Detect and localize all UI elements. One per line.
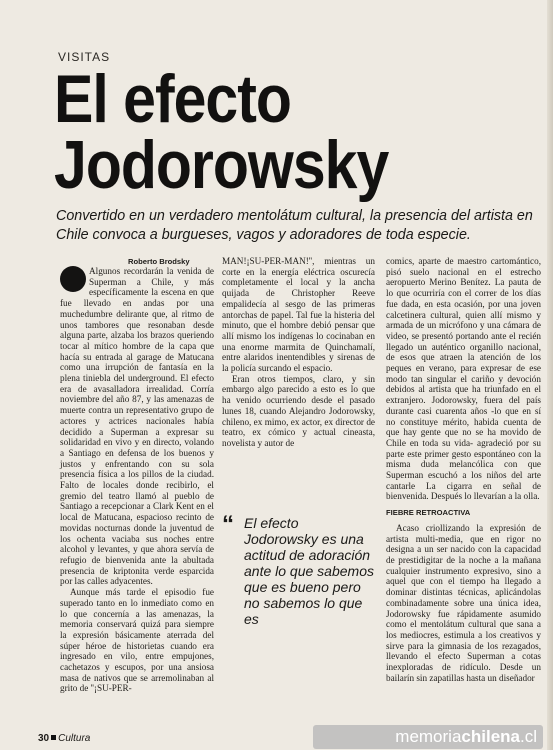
- paragraph-text: Algunos recordarán la venida de Superman a Chile, y más específicamente la escena en que fue llevado en andas por una muchedumbre delirante que, al ritmo de unos tambores que resonaban desde alguna parte, alzaba los brazos queriendo tocar al mítico hombre de la capa que hacía su entrada al garage de Matucana como una irrupción de fantasía en la plena tiniebla del underground. El efecto era de avasalladora irrealidad. Corría noviembre del año 87, y las amenazas de muerte contra un representativo grupo de actores y actrices nacionales había decidido a Superman a expresar su solidaridad en vivo y en directo, volando a Santiago en defensa de los buenos y justos y enfrentando con su sola presencia física a los pillos de la ciudad. Falto de locales donde recibirlo, el gremio del teatro llamó al pueblo de Santiago a recepcionar a Clark Kent en el local de Matucana, espacioso recinto de movidas nocturnas donde la juventud de los ochenta vaciaba sus noches entre alcohol y levantes, y que ahora servía de refugio de bienvenida ante la abultada presencia de kriptonita verde esparcida por las calles adyacentes.: [60, 266, 214, 587]
- headline-line-1: El efecto: [54, 61, 291, 137]
- quote-mark-icon: “: [222, 511, 234, 538]
- folio: [38, 733, 90, 744]
- pull-quote: [222, 511, 374, 640]
- headline-line-2: Jodorowsky: [54, 127, 389, 203]
- square-bullet-icon: [51, 735, 56, 740]
- paragraph: Aunque más tarde el episodio fue superado tanto en lo inmediato como en lo que concernía a las amenazas, la memoria conservará quizá para siempre la expresión básicamente aterrada del súper héroe de historietas cuando era ingresado en vilo, entre empujones, cachetazos y escupos, por una ansiosa masa de nativos que se arremolinaban al grito de ''¡SU-PER-: [60, 587, 214, 694]
- section-kicker: VISITAS: [58, 50, 111, 64]
- column-2: [222, 256, 375, 449]
- paragraph: MAN!¡SU-PER-MAN!'', mientras un corte en la energía eléctrica oscurecía completamente el local y la ancha quijada de Christopher Reeve empalidecía al sesgo de las primeras antorchas de papel. Tal fue la histeria del minuto, que el hombre debió pensar que allí mismo los indígenas lo cocinaban en una enorme marmita de Quinchamalí, entre alaridos inentendibles y sirenas de la policía surcando el espacio.: [222, 256, 375, 374]
- paragraph: Acaso criollizando la expresión de artista multi-media, que en rigor no designa a un ser nacido con la capacidad de prestidigitar de la noche a la mañana cualquier instrumento expresivo, sino a aquel que con el tiempo ha llegado a dominar distintas técnicas, aplicándolas combinadamente sobre una única idea, Jodorowsky fue rápidamente asumido como el mentolátum cultural que sana a los mediocres, estimula a los creativos y sirve para la gimnasia de los rezagados, llevando el efecto Superman a cotas inexploradas de ridículo. Desde un bailarín sin zapatillas hasta un diseñador: [386, 522, 541, 683]
- paragraph: Eran otros tiempos, claro, y sin embargo algo parecido a esto es lo que ha venido ocurriendo desde el pasado lunes 18, cuando Alejandro Jodorowsky, chileno, ex mimo, ex actor, ex director de teatro, ex cómico y actual cineasta, novelista y autor de: [222, 373, 375, 448]
- watermark-prefix: memoria: [395, 727, 462, 746]
- watermark-brand: chilena: [461, 727, 520, 746]
- article-lead: Convertido en un verdadero mentolátum cultural, la presencia del artista en Chile convoca a burgueses, vagos y adoradores de toda especie.: [56, 208, 533, 243]
- paragraph: [60, 266, 214, 587]
- byline: Roberto Brodsky: [128, 257, 190, 266]
- watermark-suffix: .cl: [520, 727, 537, 746]
- pull-quote-text: El efecto Jodorowsky es una actitud de adoración ante lo que sabemos que es bueno pero no sabemos lo que es: [244, 515, 374, 627]
- page-footer: [0, 727, 553, 750]
- section-heading: FIEBRE RETROACTIVA: [386, 508, 471, 518]
- page-edge-shadow: [547, 0, 553, 750]
- column-3: [386, 256, 541, 683]
- section-name: Cultura: [58, 733, 91, 744]
- page-number: 30: [38, 733, 50, 744]
- watermark: [313, 725, 543, 749]
- dropcap-circle: [60, 266, 86, 292]
- column-1: [60, 266, 214, 694]
- paragraph: comics, aparte de maestro cartomántico, pisó suelo nacional en el estrecho aeropuerto Merino Benítez. La pauta de lo que ocurriría con el correr de los días fue dada, en esta ocasión, por una joven calcetinera cultural, quien allí mismo y armada de un micrófono y una cámara de video, se presentó portando ante el recién llegado un auténtico organillo nacional, de esos que atraen la atención de los peques en verano, para expresar de ese modo tan singular el cariño y devoción debidos al artista que ha triunfado en el extranjero. Jodorowsky, fuera del país durante casi cuarenta años -lo que en sí no constituye mérito, habida cuenta de que hay gente que no se ha movido de Chile en toda su vida- agradeció por su parte este primer gesto espontáneo con la misma duda melancólica con que Superman escuchó a los niños del arte cantarle La cigarra en señal de bienvenida. Después lo llevarían a la olla.: [386, 256, 541, 502]
